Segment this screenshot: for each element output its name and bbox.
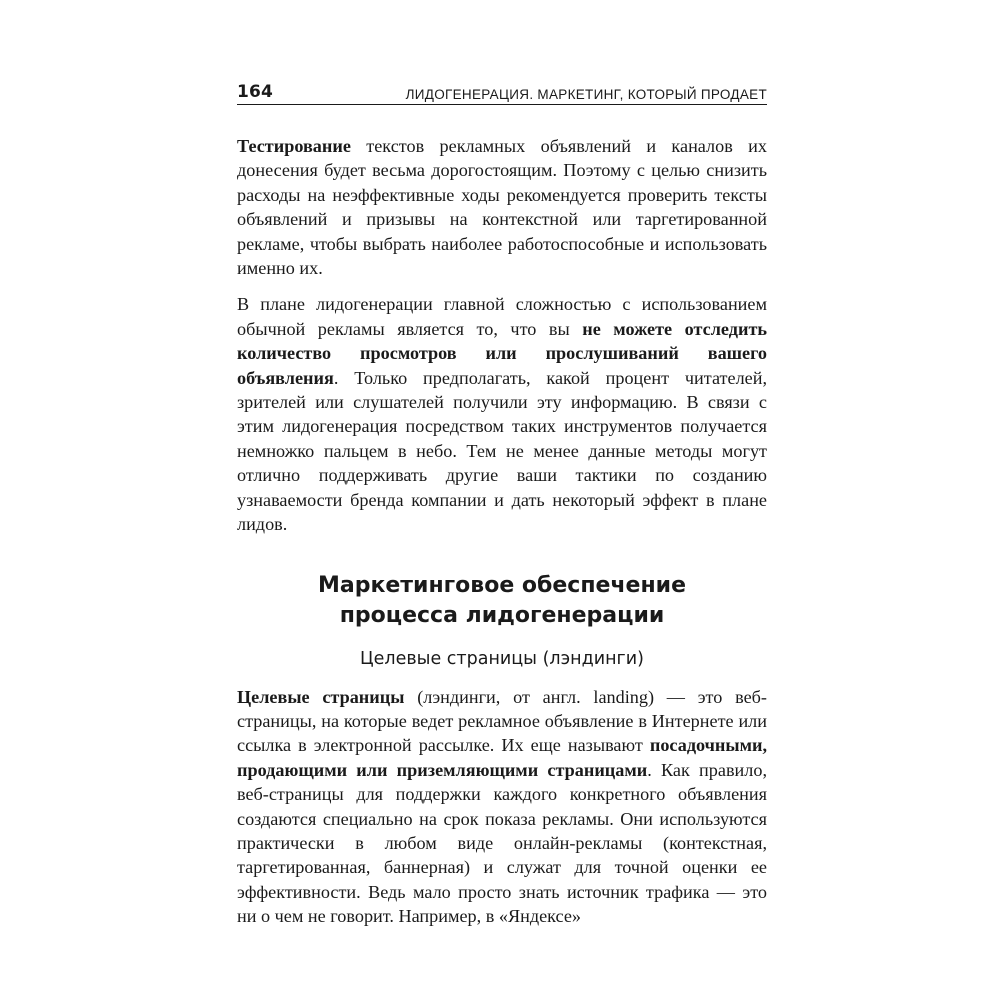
paragraph-text: (лэндинги, от англ. landing) — это веб-страницы, на которые ведет рекламное объявление в Интернете или ссылка в электронной рассылке. Их еще называют (237, 686, 767, 756)
bold-term: Целевые страницы (237, 686, 405, 707)
running-title: ЛИДОГЕНЕРАЦИЯ. МАРКЕТИНГ, КОТОРЫЙ ПРОДАЕТ (405, 87, 767, 102)
paragraph-lead-generation (237, 292, 767, 536)
running-header (237, 78, 767, 105)
section-heading-line-1: Маркетинговое обеспечение (317, 572, 687, 598)
bold-emphasis: не можете отследить количество просмотров или прослушиваний вашего объявления (237, 318, 767, 388)
bold-term: Тестирование (237, 136, 351, 156)
paragraph-text: . Только предполагать, какой процент читателей, зрителей или слушателей получили эту информацию. В связи с этим лидогенерация посредством таких инструментов получается немножко пальцем в небо. Тем не менее данные методы могут отлично поддерживать другие ваши тактики по созданию узнаваемости бренда компании и дать некоторый эффект в плане лидов. (237, 367, 767, 535)
paragraph-text: . Как правило, веб-страницы для поддержки каждого конкретного объявления создаются специально на срок показа рекламы. Они используются практически в любом виде онлайн-рекламы (контекстная, таргетированная, баннерная) и служат для точной оценки ее эффективности. Ведь мало просто знать источник трафика — это ни о чем не говорит. Например, в «Яндексе» (237, 759, 767, 927)
paragraph-testing (237, 134, 767, 280)
paragraph-text: В плане лидогенерации главной сложностью с использованием обычной рекламы является то, что вы (237, 294, 767, 339)
page-number: 164 (237, 82, 274, 102)
bold-emphasis: посадочными, продающими или приземляющими страницами (237, 735, 767, 780)
section-heading (237, 571, 767, 631)
subsection-heading: Целевые страницы (лэндинги) (360, 648, 644, 669)
book-page (237, 78, 767, 929)
paragraph-landing-pages (237, 685, 767, 929)
paragraph-text: текстов рекламных объявлений и каналов их донесения будет весьма дорогостоящим. Поэтому с целью снизить расходы на неэффективные ходы рекомендуется проверить тексты объявлений и призывы на контекстной или таргетированной рекламе, чтобы выбрать наиболее работоспособные и использовать именно их. (237, 136, 767, 279)
section-heading-line-2: процесса лидогенерации (339, 602, 665, 628)
